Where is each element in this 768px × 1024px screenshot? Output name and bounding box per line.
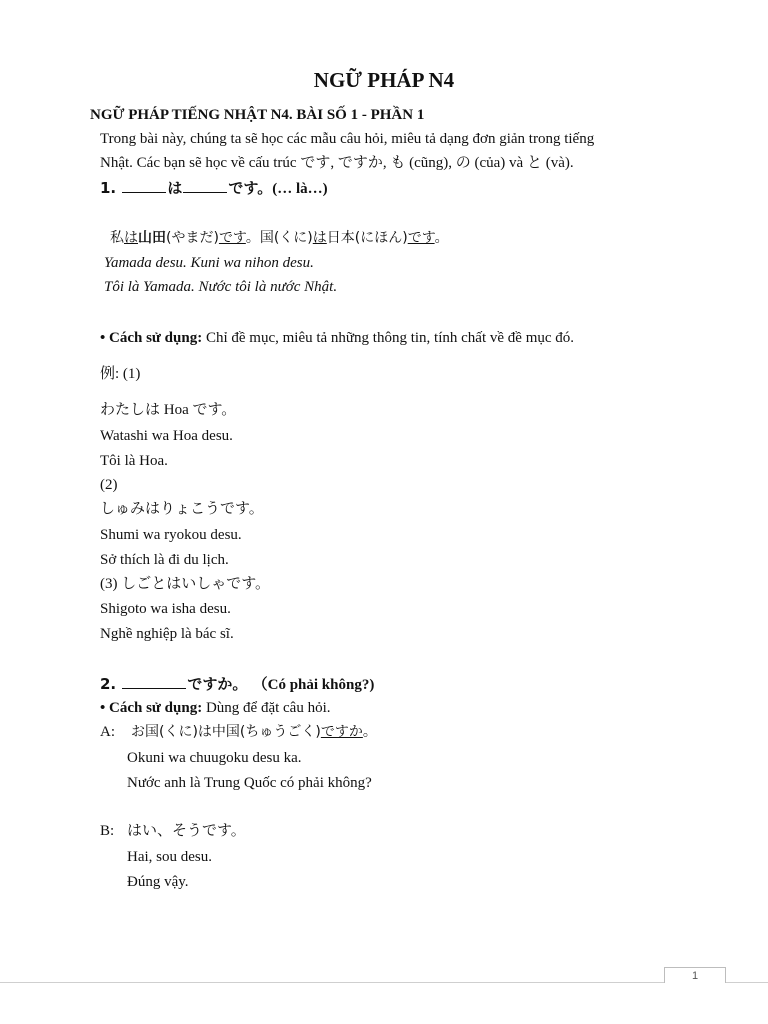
jp-text: 。 — [434, 230, 449, 246]
section-2-usage — [100, 698, 331, 718]
jp-text: 日本(にほん) — [326, 230, 408, 246]
jp-question: ですか — [320, 724, 363, 740]
example-3-romaji: Shigoto wa isha desu. — [100, 601, 231, 617]
example-3-vi: Nghề nghiệp là bác sĩ. — [100, 626, 234, 642]
jp-copula: です — [218, 230, 246, 246]
section-2-heading — [100, 674, 374, 695]
section-1-heading — [100, 178, 328, 199]
dialog-a-romaji: Okuni wa chuugoku desu ka. — [127, 750, 302, 766]
jp-particle: は — [124, 230, 138, 246]
page-number: 1 — [664, 967, 726, 983]
jp-text: 。国(くに) — [245, 230, 313, 246]
example-2-romaji: Shumi wa ryokou desu. — [100, 527, 242, 543]
dialog-a-jp — [131, 722, 377, 742]
intro-line-1: Trong bài này, chúng ta sẽ học các mẫu câu hỏi, miêu tả dạng đơn giản trong tiếng — [100, 131, 595, 147]
example-3 — [100, 574, 270, 594]
example-2-vi: Sở thích là đi du lịch. — [100, 552, 229, 568]
example-1-romaji: Watashi wa Hoa desu. — [100, 428, 233, 444]
section-2-meaning: （Có phải không?) — [252, 677, 375, 693]
lesson-subtitle: NGỮ PHÁP TIẾNG NHẬT N4. BÀI SỐ 1 - PHẦN 1 — [90, 107, 425, 123]
usage-text: Chỉ đề mục, miêu tả những thông tin, tính chất về đề mục đó. — [205, 330, 575, 346]
section-1-translation: Tôi là Yamada. Nước tôi là nước Nhật. — [104, 279, 338, 295]
dialog-b-romaji: Hai, sou desu. — [127, 849, 212, 865]
section-2-number: 2. — [100, 675, 117, 693]
dialog-b-jp: はい、そうです。 — [127, 823, 246, 839]
example-2-number: (2) — [100, 477, 118, 493]
jp-text: 。 — [362, 724, 377, 740]
jp-particle: は — [312, 230, 327, 246]
section-2-pattern: ですか。 — [187, 675, 248, 693]
intro-line-2: Nhật. Các bạn sẽ học về cấu trúc です, ですか, も (cũng), の (của) và と (và). — [100, 155, 574, 171]
usage-label: • Cách sử dụng: — [100, 700, 203, 716]
example-1-jp: わたしは Hoa です。 — [100, 402, 237, 418]
jp-reading: (やまだ) — [166, 230, 219, 246]
section-1-number: 1. — [100, 179, 117, 197]
example-1-vi: Tôi là Hoa. — [100, 453, 168, 469]
dialog-a-label: A: — [100, 724, 115, 740]
usage-label: • Cách sử dụng: — [100, 330, 203, 346]
footer-rule — [0, 982, 768, 983]
blank-line — [122, 674, 186, 689]
blank-line — [183, 178, 227, 193]
dialog-a-vi: Nước anh là Trung Quốc có phải không? — [127, 775, 372, 791]
jp-text: お国(くに)は中国(ちゅうごく) — [131, 724, 321, 740]
example-label: 例: (1) — [100, 366, 141, 382]
jp-name: 山田 — [138, 230, 166, 246]
page-title: NGỮ PHÁP N4 — [313, 68, 455, 92]
jp-text: 私 — [110, 230, 124, 246]
section-1-romaji: Yamada desu. Kuni wa nihon desu. — [104, 255, 314, 271]
section-1-example-jp — [110, 228, 449, 248]
section-1-particle: は — [167, 179, 183, 197]
example-2-jp: しゅみはりょこうです。 — [100, 501, 264, 517]
blank-line — [122, 178, 166, 193]
usage-text: Dùng để đặt câu hỏi. — [205, 700, 331, 716]
section-1-usage — [100, 328, 574, 348]
jp-copula: です — [407, 230, 435, 246]
dialog-b-vi: Đúng vậy. — [127, 874, 189, 890]
section-1-copula: です。 — [228, 179, 273, 197]
example-3-jp: しごとはいしゃです。 — [121, 576, 271, 592]
example-3-number: (3) — [100, 576, 118, 592]
dialog-b-label: B: — [100, 823, 115, 839]
section-1-meaning: (… là…) — [272, 181, 328, 197]
